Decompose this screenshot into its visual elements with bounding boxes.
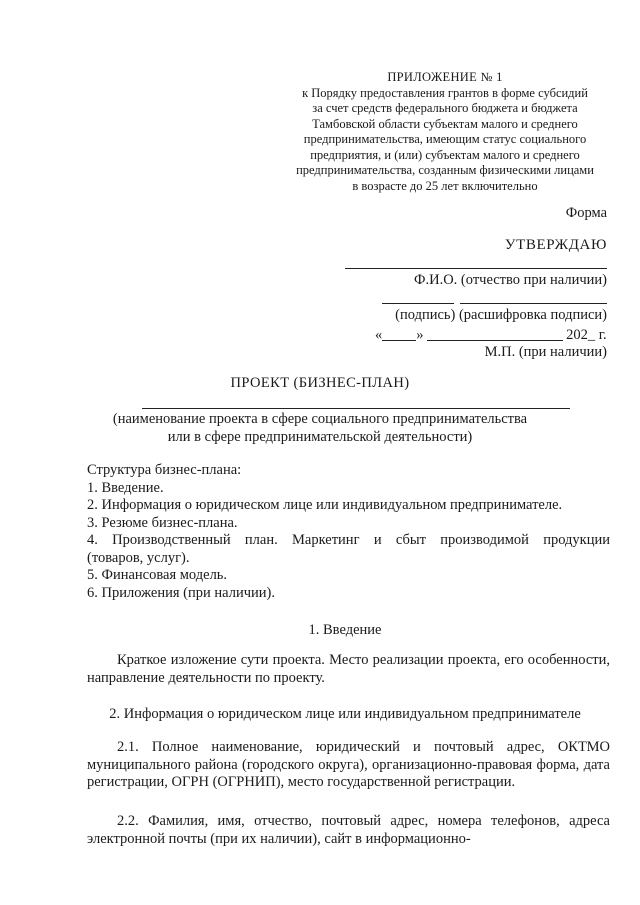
appendix-line: предпринимательства, имеющим статус социального: [303, 132, 587, 146]
section-heading: 1. Введение: [308, 622, 382, 638]
day-blank: [382, 340, 416, 341]
month-blank: [427, 340, 563, 341]
approve-word: УТВЕРЖДАЮ: [504, 237, 607, 253]
list-item: 3. Резюме бизнес-плана.: [87, 514, 238, 531]
project-caption: [80, 411, 560, 446]
appendix-line: за счет средств федерального бюджета и бюджета: [312, 101, 578, 115]
section-paragraph: [87, 652, 610, 687]
appendix-title: ПРИЛОЖЕНИЕ № 1: [387, 70, 503, 84]
project-title: ПРОЕКТ (БИЗНЕС-ПЛАН): [230, 375, 410, 391]
list-item: 1. Введение.: [87, 479, 164, 496]
list-item: 6. Приложения (при наличии).: [87, 584, 275, 601]
year-text: 202_ г.: [566, 327, 607, 343]
project-caption-line: (наименование проекта в сфере социального предпринимательства: [112, 411, 528, 427]
section-text: 2.1. Полное наименование, юридический и почтовый адрес, ОКТМО муниципального района (городского округа), организационно-правовая форма, дата регистрации, ОГРН (ОГРНИП), место государственной регистрации.: [87, 739, 610, 790]
section-text: 2.2. Фамилия, имя, отчество, почтовый адрес, номера телефонов, адреса электронной почты (при их наличии), сайт в информационно-: [87, 813, 610, 847]
appendix-block: [280, 70, 610, 194]
form-label: Форма: [565, 205, 607, 221]
appendix-line: в возрасте до 25 лет включительно: [352, 178, 538, 193]
list-item-continuation: (товаров, услуг).: [87, 549, 190, 566]
section-text: Краткое изложение сути проекта. Место реализации проекта, его особенности, направление деятельности по проекту.: [87, 652, 610, 686]
appendix-line: к Порядку предоставления грантов в форме субсидий: [302, 85, 588, 100]
date-close-quote: »: [416, 327, 424, 343]
project-caption-line: или в сфере предпринимательской деятельности): [167, 428, 473, 445]
section-heading: 2. Информация о юридическом лице или индивидуальном предпринимателе: [109, 706, 581, 722]
signature-caption: (подпись) (расшифровка подписи): [395, 307, 607, 323]
appendix-line: Тамбовской области субъектам малого и среднего: [312, 116, 578, 131]
project-name-line: [142, 408, 570, 409]
appendix-line: предпринимательства, созданным физическими лицами: [296, 163, 594, 177]
date-open-quote: «: [375, 327, 383, 343]
list-item: 2. Информация о юридическом лице или индивидуальном предпринимателе.: [87, 497, 563, 513]
signature-decoding-line: [460, 303, 607, 304]
signature-line: [382, 303, 454, 304]
list-item: 5. Финансовая модель.: [87, 567, 228, 583]
structure-heading: Структура бизнес-плана:: [87, 462, 242, 478]
date-line: [375, 327, 607, 344]
stamp-caption: М.П. (при наличии): [484, 344, 607, 360]
section-paragraph: [87, 813, 610, 848]
section-paragraph: [87, 739, 610, 792]
fio-line: [345, 268, 607, 269]
list-item: 4. Производственный план. Маркетинг и сбыт производимой продукции: [87, 532, 610, 548]
fio-caption: Ф.И.О. (отчество при наличии): [414, 272, 607, 288]
structure-list: [87, 462, 610, 602]
appendix-line: предприятия, и (или) субъектам малого и среднего: [310, 147, 580, 162]
